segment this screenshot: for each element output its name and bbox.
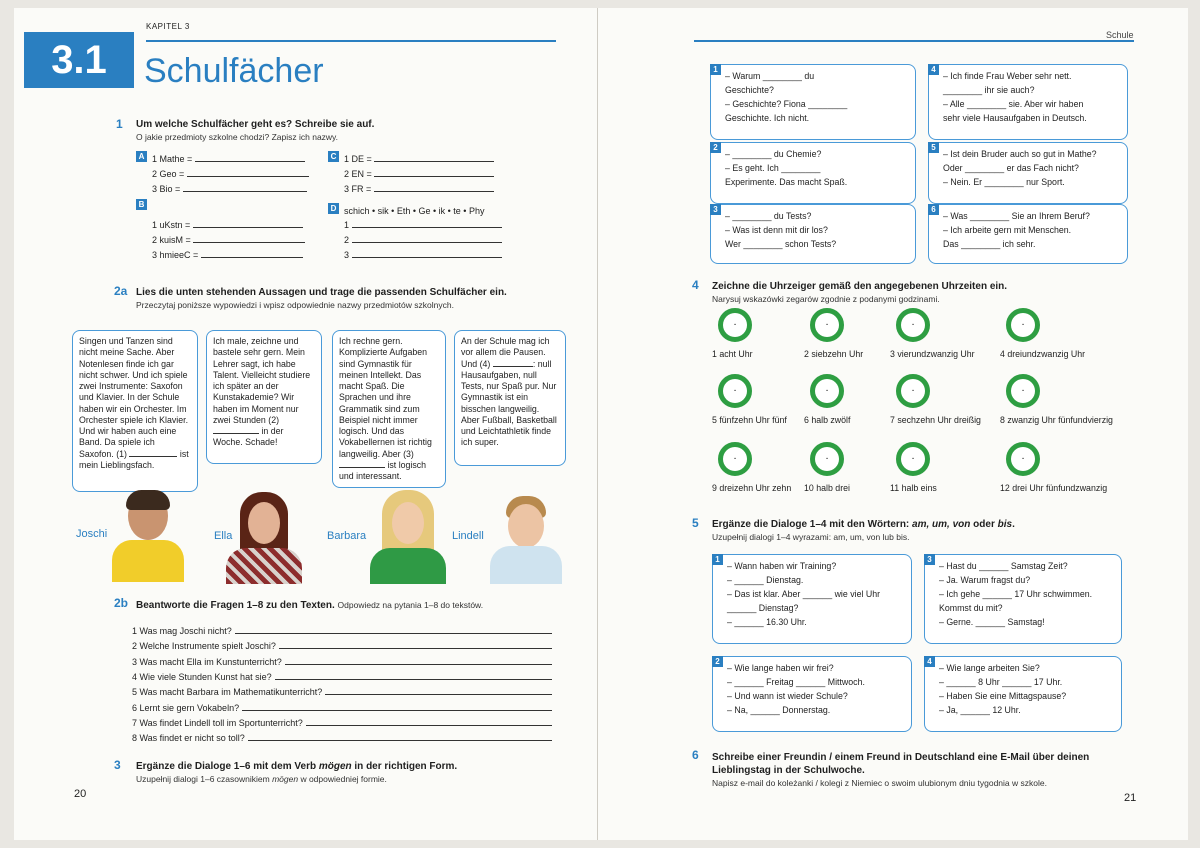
clock-label: 1 acht Uhr — [712, 349, 753, 359]
photo-lindell — [486, 496, 566, 584]
dialog-number-badge: 1 — [712, 554, 723, 565]
ex4-subtitle: Narysuj wskazówki zegarów zgodnie z podanymi godzinami. — [712, 294, 940, 304]
dialog-number-badge: 3 — [710, 204, 721, 215]
clock-face[interactable] — [1006, 442, 1040, 476]
answer-line[interactable] — [129, 449, 177, 457]
clock-label: 3 vierundzwanzig Uhr — [890, 349, 975, 359]
answer-line[interactable] — [193, 235, 305, 243]
answer-line[interactable] — [195, 154, 305, 162]
answer-line[interactable] — [285, 657, 552, 665]
dialog-line[interactable]: – Wie lange haben wir frei? — [727, 663, 834, 673]
ex1-group-a — [136, 151, 147, 162]
dialog-line[interactable]: Wer ________ schon Tests? — [725, 239, 837, 250]
question-row: 6 Lernt sie gern Vokabeln? — [132, 703, 552, 713]
clock-dial: • — [1011, 447, 1035, 471]
ex5-dialog-4 — [924, 656, 1122, 732]
ex4-title: Zeichne die Uhrzeiger gemäß den angegebenen Uhrzeiten ein. — [712, 281, 1008, 292]
question-row: 5 Was macht Barbara im Mathematikunterricht? — [132, 687, 552, 697]
dialog-line[interactable]: – Hast du ______ Samstag Zeit? — [939, 561, 1068, 571]
clock-dial: • — [723, 447, 747, 471]
ex1-group-d — [328, 203, 339, 214]
dialog-line[interactable]: – ______ Freitag ______ Mittwoch. — [727, 677, 865, 688]
dialog-number-badge: 1 — [710, 64, 721, 75]
clock-face[interactable] — [896, 308, 930, 342]
dialog-line[interactable]: – Alle ________ sie. Aber wir haben — [943, 99, 1084, 110]
clock-label: 7 sechzehn Uhr dreißig — [890, 415, 981, 425]
dialog-line[interactable]: – Wann haben wir Training? — [727, 561, 837, 571]
clock-dial: • — [1011, 313, 1035, 337]
answer-line[interactable] — [213, 426, 259, 434]
dialog-line[interactable]: – Ja. Warum fragst du? — [939, 575, 1031, 586]
ex5-dialog-3 — [924, 554, 1122, 644]
chapter-label: KAPITEL 3 — [146, 22, 190, 31]
answer-line[interactable] — [352, 250, 502, 258]
right-page — [598, 8, 1188, 840]
clock-label: 6 halb zwölf — [804, 415, 851, 425]
dialog-line[interactable]: Kommst du mit? — [939, 603, 1003, 614]
name-joschi: Joschi — [76, 528, 108, 540]
page-number-left: 20 — [74, 788, 87, 800]
answer-line[interactable] — [374, 169, 494, 177]
ex2b-title-line — [136, 600, 483, 611]
question-row: 8 Was findet er nicht so toll? — [132, 733, 552, 743]
section-number: 3.1 — [51, 38, 107, 82]
ex6-title: Schreibe einer Freundin / einem Freund in Deutschland eine E-Mail über deinen Lieblingstag in der Schulwoche. — [712, 752, 1090, 776]
ex2b-title: Beantworte die Fragen 1–8 zu den Texten. — [136, 600, 335, 611]
ex5-dialog-1 — [712, 554, 912, 644]
answer-line[interactable] — [325, 687, 552, 695]
ex1-subtitle: O jakie przedmioty szkolne chodzi? Zapisz ich nazwy. — [136, 132, 339, 142]
answer-line[interactable] — [187, 169, 309, 177]
ex1-title: Um welche Schulfächer geht es? Schreibe sie auf. — [136, 119, 375, 130]
dialog-line[interactable]: – ______ 16.30 Uhr. — [727, 617, 807, 628]
dialog-line[interactable]: Experimente. Das macht Spaß. — [725, 177, 848, 188]
photo-ella — [222, 492, 306, 584]
dialog-line[interactable]: – Was ist denn mit dir los? — [725, 225, 828, 236]
answer-line[interactable] — [352, 235, 502, 243]
clock-label: 10 halb drei — [804, 483, 850, 493]
badge-b: B — [136, 199, 147, 210]
dialog-number-badge: 2 — [710, 142, 721, 153]
answer-line[interactable] — [279, 641, 552, 649]
clock-dial: • — [901, 313, 925, 337]
dialog-line[interactable]: ________ ihr sie auch? — [943, 85, 1035, 96]
question-row: 1 Was mag Joschi nicht? — [132, 626, 552, 636]
answer-line[interactable] — [248, 733, 552, 741]
ex1-d-syllables: schich • sik • Eth • Ge • ik • te • Phy — [344, 206, 485, 216]
clock-label: 11 halb eins — [890, 483, 937, 493]
dialog-line[interactable]: – Haben Sie eine Mittagspause? — [939, 691, 1067, 702]
answer-line[interactable] — [242, 703, 552, 711]
dialog-line[interactable]: – Ich finde Frau Weber sehr nett. — [943, 71, 1072, 81]
clock-label: 9 dreizehn Uhr zehn — [712, 483, 792, 493]
dialog-line[interactable]: – Es geht. Ich ________ — [725, 163, 821, 174]
photo-joschi — [108, 490, 188, 582]
question-row: 4 Wie viele Stunden Kunst hat sie? — [132, 672, 552, 682]
ex2b-number: 2b — [114, 596, 129, 610]
ex5-title: Ergänze die Dialoge 1–4 mit den Wörtern: am, um, von oder bis. — [712, 519, 1015, 530]
question-row: 2 Welche Instrumente spielt Joschi? — [132, 641, 552, 651]
clock-dial: • — [723, 379, 747, 403]
ex1-c-item: 3 FR = — [344, 184, 494, 194]
question-row: 7 Was findet Lindell toll im Sportunterricht? — [132, 718, 552, 728]
name-ella: Ella — [214, 530, 233, 542]
dialog-line[interactable]: sehr viele Hausaufgaben in Deutsch. — [943, 113, 1087, 124]
clock-face[interactable] — [718, 308, 752, 342]
dialog-line[interactable]: – Gerne. ______ Samstag! — [939, 617, 1045, 628]
ex3-number: 3 — [114, 758, 121, 772]
clock-label: 2 siebzehn Uhr — [804, 349, 864, 359]
ex3-title: Ergänze die Dialoge 1–6 mit dem Verb mögen in der richtigen Form. — [136, 761, 458, 772]
answer-line[interactable] — [201, 250, 303, 258]
answer-line[interactable] — [193, 220, 303, 228]
badge-d: D — [328, 203, 339, 214]
dialog-line[interactable]: Das ________ ich sehr. — [943, 239, 1036, 250]
ex1-c-item: 1 DE = — [344, 154, 494, 164]
speech-bubble-joschi: Singen und Tanzen sind nicht meine Sache. Aber Notenlesen finde ich gar nicht schwer. Und ich spiele zwei Instrumente: Saxofon und Klavier. In der Schule haben wir ein Orchester. Im Orchester spiele ich Klavier. Und wir haben auch eine Band. Da spiele ich Saxofon. (1) ist mein Lieblingsfach. — [72, 330, 198, 492]
dialog-line[interactable]: – Das ist klar. Aber ______ wie viel Uhr — [727, 589, 881, 600]
dialog-line[interactable]: – Warum ________ du — [725, 71, 815, 81]
ex3-subtitle: Uzupełnij dialogi 1–6 czasownikiem mögen w odpowiedniej formie. — [136, 774, 387, 784]
speech-bubble-lindell: An der Schule mag ich vor allem die Pausen. Und (4) : null Hausaufgaben, null Tests, nur Spaß pur. Nur Gymnastik ist ein bisschen langweilig. Aber Fußball, Basketball und Leichtathletik finde ich super. — [454, 330, 566, 466]
ex3-dialog-4 — [928, 64, 1128, 140]
answer-line[interactable] — [493, 359, 533, 367]
ex1-c-item: 2 EN = — [344, 169, 494, 179]
clock-face[interactable] — [896, 374, 930, 408]
dialog-line[interactable]: – ______ Dienstag. — [727, 575, 804, 586]
ex3-dialog-1 — [710, 64, 916, 140]
ex1-d-item: 1 — [344, 220, 502, 230]
left-page — [14, 8, 598, 840]
question-row: 3 Was macht Ella im Kunstunterricht? — [132, 657, 552, 667]
ex5-subtitle: Uzupełnij dialogi 1–4 wyrazami: am, um, von lub bis. — [712, 532, 910, 542]
dialog-line[interactable]: Geschichte? — [725, 85, 774, 96]
clock-label: 8 zwanzig Uhr fünfundvierzig — [1000, 415, 1113, 425]
dialog-number-badge: 4 — [924, 656, 935, 667]
clock-label: 4 dreiundzwanzig Uhr — [1000, 349, 1086, 359]
dialog-line[interactable]: – Na, ______ Donnerstag. — [727, 705, 831, 716]
clock-dial: • — [815, 447, 839, 471]
ex1-d-item: 2 — [344, 235, 502, 245]
dialog-line[interactable]: – ________ du Tests? — [725, 211, 812, 221]
answer-line[interactable] — [339, 460, 385, 468]
ex3-dialog-6 — [928, 204, 1128, 264]
dialog-line[interactable]: Oder ________ er das Fach nicht? — [943, 163, 1079, 174]
name-barbara: Barbara — [327, 530, 367, 542]
section-number-box — [24, 32, 134, 88]
clock-dial: • — [901, 447, 925, 471]
dialog-number-badge: 5 — [928, 142, 939, 153]
clock-dial: • — [815, 379, 839, 403]
dialog-line[interactable]: – Ich gehe ______ 17 Uhr schwimmen. — [939, 589, 1093, 600]
ex3-dialog-3 — [710, 204, 916, 264]
dialog-line[interactable]: – Wie lange arbeiten Sie? — [939, 663, 1040, 673]
ex1-a-item: 3 Bio = — [152, 184, 307, 194]
dialog-line[interactable]: Geschichte. Ich nicht. — [725, 113, 810, 124]
ex1-b-item: 3 hmieeC = — [152, 250, 303, 260]
dialog-number-badge: 6 — [928, 204, 939, 215]
answer-line[interactable] — [235, 626, 552, 634]
ex1-group-c — [328, 151, 339, 162]
dialog-number-badge: 3 — [924, 554, 935, 565]
clock-dial: • — [723, 313, 747, 337]
clock-face[interactable] — [1006, 374, 1040, 408]
ex1-group-b — [136, 199, 147, 210]
chapter-rule — [146, 40, 556, 42]
ex1-b-item: 2 kuisM = — [152, 235, 305, 245]
running-header: Schule — [1106, 30, 1134, 40]
ex2a-subtitle: Przeczytaj poniższe wypowiedzi i wpisz odpowiednie nazwy przedmiotów szkolnych. — [136, 300, 454, 310]
ex6-number: 6 — [692, 748, 699, 762]
dialog-line[interactable]: – ______ 8 Uhr ______ 17 Uhr. — [939, 677, 1063, 688]
dialog-line[interactable]: ______ Dienstag? — [727, 603, 799, 614]
clock-label: 5 fünfzehn Uhr fünf — [712, 415, 787, 425]
clock-face[interactable] — [810, 308, 844, 342]
header-rule — [694, 40, 1134, 42]
dialog-line[interactable]: – Geschichte? Fiona ________ — [725, 99, 848, 110]
ex1-a-item: 2 Geo = — [152, 169, 309, 179]
ex3-dialog-2 — [710, 142, 916, 204]
clock-face[interactable] — [718, 442, 752, 476]
clock-face[interactable] — [718, 374, 752, 408]
clock-face[interactable] — [810, 442, 844, 476]
dialog-line[interactable]: – ________ du Chemie? — [725, 149, 822, 159]
dialog-line[interactable]: – Was ________ Sie an Ihrem Beruf? — [943, 211, 1090, 221]
dialog-line[interactable]: – Ist dein Bruder auch so gut in Mathe? — [943, 149, 1097, 159]
clock-face[interactable] — [1006, 308, 1040, 342]
ex2a-title: Lies die unten stehenden Aussagen und trage die passenden Schulfächer ein. — [136, 287, 507, 298]
dialog-line[interactable]: – Nein. Er ________ nur Sport. — [943, 177, 1065, 188]
ex5-dialog-2 — [712, 656, 912, 732]
badge-a: A — [136, 151, 147, 162]
clock-face[interactable] — [896, 442, 930, 476]
dialog-number-badge: 2 — [712, 656, 723, 667]
clock-face[interactable] — [810, 374, 844, 408]
answer-line[interactable] — [374, 184, 494, 192]
ex3-dialog-5 — [928, 142, 1128, 204]
dialog-line[interactable]: – Ich arbeite gern mit Menschen. — [943, 225, 1072, 236]
answer-line[interactable] — [306, 718, 552, 726]
dialog-number-badge: 4 — [928, 64, 939, 75]
ex5-number: 5 — [692, 516, 699, 530]
name-lindell: Lindell — [452, 530, 484, 542]
ex4-number: 4 — [692, 278, 699, 292]
dialog-line[interactable]: – Ja, ______ 12 Uhr. — [939, 705, 1021, 716]
speech-bubble-ella: Ich male, zeichne und bastele sehr gern. Mein Lehrer sagt, ich habe Talent. Vielleicht studiere ich später an der Kunstakademie? Wir haben im Moment nur zwei Stunden (2) in der Woche. Schade! — [206, 330, 322, 464]
ex1-b-item: 1 uKstn = — [152, 220, 303, 230]
clock-label: 12 drei Uhr fünfundzwanzig — [1000, 483, 1108, 493]
clock-dial: • — [815, 313, 839, 337]
answer-line[interactable] — [352, 220, 502, 228]
ex1-d-item: 3 — [344, 250, 502, 260]
answer-line[interactable] — [374, 154, 494, 162]
photo-barbara — [366, 490, 450, 584]
ex1-number: 1 — [116, 117, 123, 131]
ex1-a-item: 1 Mathe = — [152, 154, 305, 164]
answer-line[interactable] — [275, 672, 552, 680]
speech-bubble-barbara: Ich rechne gern. Komplizierte Aufgaben sind Gymnastik für meinen Intellekt. Das macht Spaß. Die Sprachen und ihre Grammatik sind zum Beispiel nicht immer logisch. Und das Vokabellernen ist richtig langweilig. Aber (3) ist logisch und interessant. — [332, 330, 446, 488]
answer-line[interactable] — [183, 184, 307, 192]
clock-dial: • — [901, 379, 925, 403]
ex6-subtitle: Napisz e-mail do koleżanki / kolegi z Niemiec o swoim ulubionym dniu tygodnia w szkole. — [712, 778, 1047, 788]
page-number-right: 21 — [1124, 792, 1137, 804]
page-title: Schulfächer — [144, 52, 324, 90]
dialog-line[interactable]: – Und wann ist wieder Schule? — [727, 691, 848, 702]
clock-dial: • — [1011, 379, 1035, 403]
ex2a-number: 2a — [114, 284, 128, 298]
badge-c: C — [328, 151, 339, 162]
ex2b-subtitle: Odpowiedz na pytania 1–8 do tekstów. — [337, 600, 484, 610]
